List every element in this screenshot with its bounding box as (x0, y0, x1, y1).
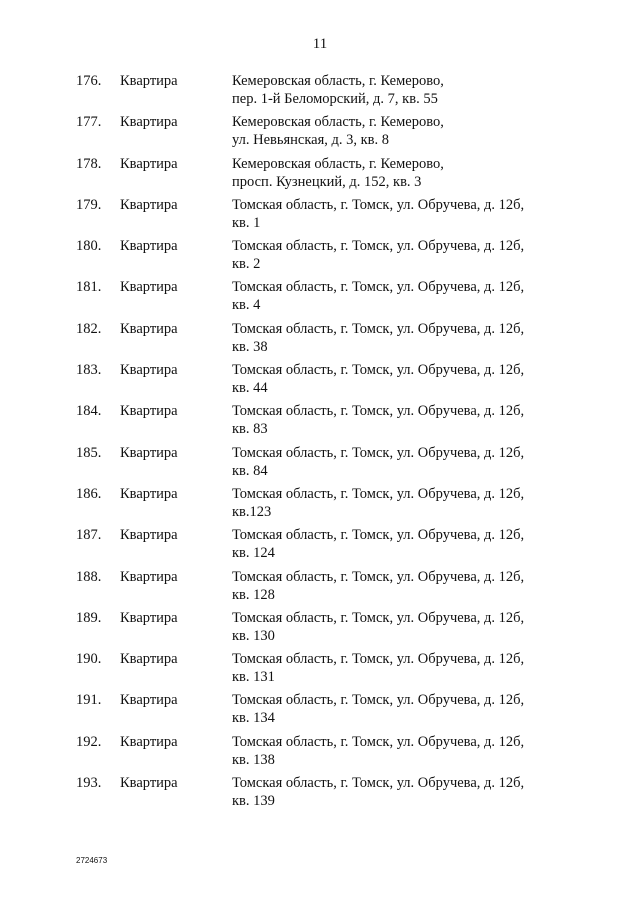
list-item (0, 361, 640, 402)
item-number: 178. (76, 155, 102, 172)
address-line: Кемеровская область, г. Кемерово, (232, 73, 444, 89)
list-item (0, 320, 640, 361)
address-line: кв. 44 (232, 380, 268, 397)
address-line: Томская область, г. Томск, ул. Обручева, д. 12б, (232, 238, 525, 255)
property-type: Квартира (120, 155, 178, 172)
property-type: Квартира (120, 733, 178, 750)
property-type: Квартира (120, 527, 178, 544)
property-type: Квартира (120, 403, 178, 420)
property-type: Квартира (120, 279, 178, 296)
item-number: 185. (76, 444, 102, 461)
address-line: кв. 124 (232, 545, 275, 562)
list-item (0, 526, 640, 567)
page-number: 11 (312, 36, 328, 52)
address-line: Томская область, г. Томск, ул. Обручева, д. 12б, (232, 444, 525, 461)
address-line: кв.123 (232, 503, 272, 520)
address-line: кв. 1 (232, 214, 261, 231)
list-item (0, 237, 640, 278)
item-number: 179. (76, 196, 102, 213)
address-line: Томская область, г. Томск, ул. Обручева, д. 12б, (232, 692, 525, 709)
list-item (0, 609, 640, 650)
property-address (232, 155, 562, 191)
list-item (0, 196, 640, 237)
item-number: 180. (76, 238, 102, 255)
property-address (232, 691, 562, 727)
address-line: Томская область, г. Томск, ул. Обручева, д. 12б, (232, 403, 525, 420)
property-type: Квартира (120, 73, 178, 89)
item-number: 187. (76, 527, 102, 544)
property-address (232, 568, 562, 604)
list-item (0, 278, 640, 319)
address-line: кв. 130 (232, 627, 275, 644)
property-type: Квартира (120, 362, 178, 379)
address-line: кв. 134 (232, 710, 275, 727)
property-list (0, 72, 640, 815)
address-line: Томская область, г. Томск, ул. Обручева, д. 12б, (232, 609, 525, 626)
address-line: кв. 128 (232, 586, 275, 603)
address-line: кв. 4 (232, 297, 261, 314)
list-item (0, 568, 640, 609)
address-line: кв. 83 (232, 421, 268, 438)
property-type: Квартира (120, 609, 178, 626)
property-address (232, 72, 562, 108)
address-line: Томская область, г. Томск, ул. Обручева, д. 12б, (232, 527, 525, 544)
property-address (232, 733, 562, 769)
property-address (232, 526, 562, 562)
item-number: 184. (76, 403, 102, 420)
property-address (232, 196, 562, 232)
address-line: просп. Кузнецкий, д. 152, кв. 3 (232, 173, 422, 190)
property-type: Квартира (120, 775, 178, 792)
property-address (232, 113, 562, 149)
list-item (0, 113, 640, 154)
address-line: Томская область, г. Томск, ул. Обручева, д. 12б, (232, 485, 525, 502)
address-line: Томская область, г. Томск, ул. Обручева, д. 12б, (232, 279, 525, 296)
list-item (0, 155, 640, 196)
property-type: Квартира (120, 651, 178, 668)
address-line: кв. 131 (232, 669, 275, 686)
list-item (0, 733, 640, 774)
item-number: 176. (76, 73, 102, 89)
list-item (0, 650, 640, 691)
property-address (232, 237, 562, 273)
address-line: Томская область, г. Томск, ул. Обручева, д. 12б, (232, 775, 525, 792)
property-address (232, 650, 562, 686)
address-line: кв. 138 (232, 751, 275, 768)
property-type: Квартира (120, 692, 178, 709)
list-item (0, 485, 640, 526)
address-line: Томская область, г. Томск, ул. Обручева, д. 12б, (232, 362, 525, 379)
address-line: кв. 38 (232, 338, 268, 355)
item-number: 177. (76, 114, 102, 131)
item-number: 190. (76, 651, 102, 668)
item-number: 192. (76, 733, 102, 750)
document-code: 2724673 (76, 856, 108, 865)
property-address (232, 774, 562, 810)
address-line: кв. 84 (232, 462, 268, 479)
address-line: Томская область, г. Томск, ул. Обручева, д. 12б, (232, 320, 525, 337)
address-line: кв. 139 (232, 793, 275, 810)
property-address (232, 278, 562, 314)
list-item (0, 402, 640, 443)
property-type: Квартира (120, 238, 178, 255)
list-item (0, 691, 640, 732)
property-type: Квартира (120, 444, 178, 461)
property-type: Квартира (120, 485, 178, 502)
address-line: Кемеровская область, г. Кемерово, (232, 155, 444, 172)
property-type: Квартира (120, 568, 178, 585)
property-type: Квартира (120, 320, 178, 337)
list-item (0, 444, 640, 485)
item-number: 181. (76, 279, 102, 296)
item-number: 188. (76, 568, 102, 585)
address-line: Кемеровская область, г. Кемерово, (232, 114, 444, 131)
property-type: Квартира (120, 196, 178, 213)
address-line: Томская область, г. Томск, ул. Обручева, д. 12б, (232, 568, 525, 585)
address-line: кв. 2 (232, 256, 261, 273)
item-number: 186. (76, 485, 102, 502)
address-line: Томская область, г. Томск, ул. Обручева, д. 12б, (232, 196, 525, 213)
property-address (232, 444, 562, 480)
item-number: 189. (76, 609, 102, 626)
item-number: 182. (76, 320, 102, 337)
list-item (0, 774, 640, 815)
address-line: пер. 1-й Беломорский, д. 7, кв. 55 (232, 91, 438, 107)
property-address (232, 320, 562, 356)
item-number: 183. (76, 362, 102, 379)
list-item (0, 72, 640, 113)
property-type: Квартира (120, 114, 178, 131)
property-address (232, 609, 562, 645)
property-address (232, 485, 562, 521)
property-address (232, 361, 562, 397)
address-line: ул. Невьянская, д. 3, кв. 8 (232, 132, 390, 149)
item-number: 191. (76, 692, 102, 709)
address-line: Томская область, г. Томск, ул. Обручева, д. 12б, (232, 651, 525, 668)
address-line: Томская область, г. Томск, ул. Обручева, д. 12б, (232, 733, 525, 750)
item-number: 193. (76, 775, 102, 792)
property-address (232, 402, 562, 438)
